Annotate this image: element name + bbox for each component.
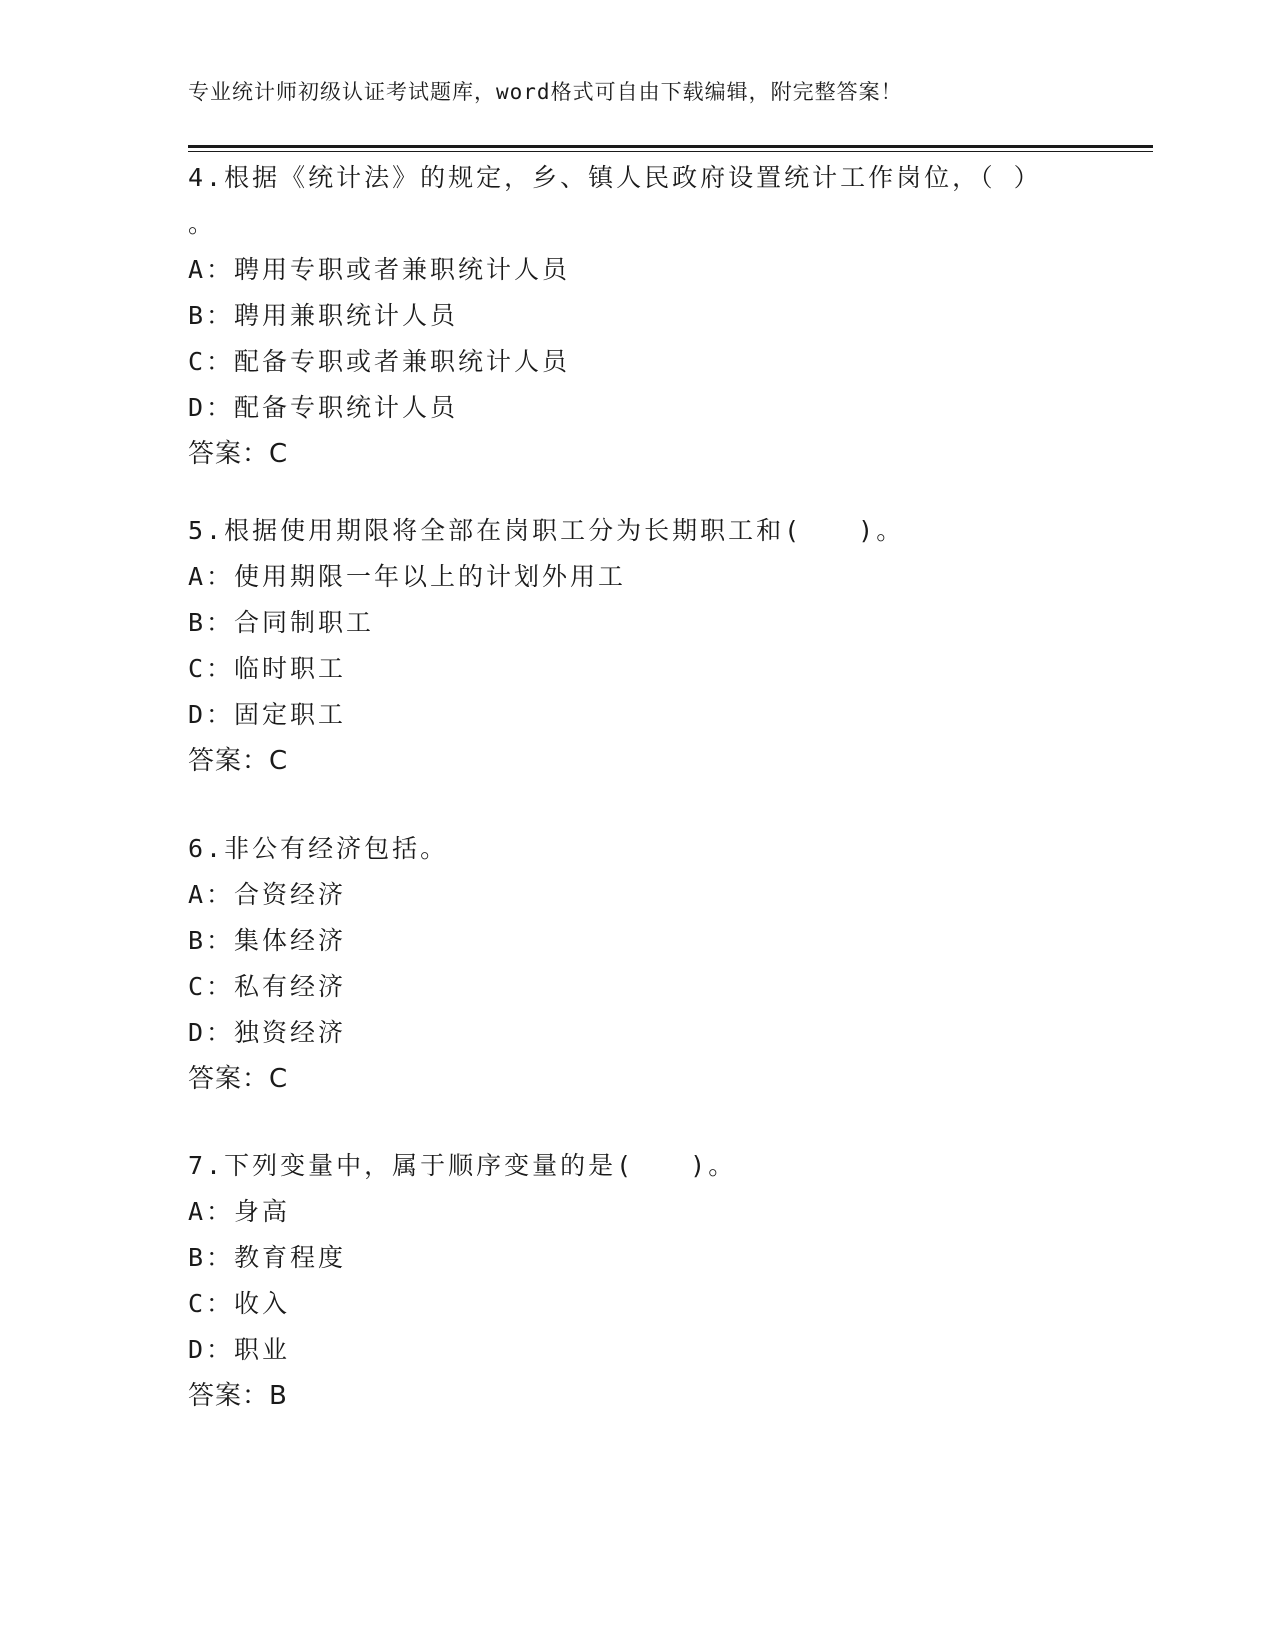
- option-a: A：使用期限一年以上的计划外用工: [188, 562, 627, 591]
- option-c: C：收入: [188, 1289, 291, 1318]
- header-divider-thick: [188, 145, 1153, 148]
- question-stem: 7.下列变量中，属于顺序变量的是( )。: [188, 1151, 737, 1180]
- question-7: [188, 1143, 736, 1419]
- option-a: A：合资经济: [188, 880, 347, 909]
- question-stem-continuation: 。: [188, 209, 214, 238]
- question-stem: 4.根据《统计法》的规定，乡、镇人民政府设置统计工作岗位，（ ）: [188, 163, 1042, 192]
- option-c: C：私有经济: [188, 972, 347, 1001]
- option-b: B：教育程度: [188, 1243, 347, 1272]
- question-6: [188, 826, 448, 1102]
- option-b: B：聘用兼职统计人员: [188, 301, 459, 330]
- option-d: D：职业: [188, 1335, 291, 1364]
- question-stem: 6.非公有经济包括。: [188, 834, 449, 863]
- header-divider-thin: [188, 151, 1153, 152]
- answer-line: 答案：C: [188, 439, 289, 469]
- option-d: D：固定职工: [188, 700, 347, 729]
- document-header: 专业统计师初级认证考试题库，word格式可自由下载编辑，附完整答案！: [188, 80, 903, 104]
- option-d: D：配备专职统计人员: [188, 393, 459, 422]
- option-c: C：配备专职或者兼职统计人员: [188, 347, 571, 376]
- option-b: B：合同制职工: [188, 608, 375, 637]
- option-d: D：独资经济: [188, 1018, 347, 1047]
- option-a: A：身高: [188, 1197, 291, 1226]
- answer-line: 答案：C: [188, 746, 289, 776]
- answer-line: 答案：C: [188, 1064, 289, 1094]
- option-b: B：集体经济: [188, 926, 347, 955]
- option-c: C：临时职工: [188, 654, 347, 683]
- question-stem: 5.根据使用期限将全部在岗职工分为长期职工和( )。: [188, 516, 905, 545]
- option-a: A：聘用专职或者兼职统计人员: [188, 255, 571, 284]
- answer-line: 答案：B: [188, 1381, 288, 1411]
- question-4: [188, 155, 1042, 477]
- question-5: [188, 508, 904, 784]
